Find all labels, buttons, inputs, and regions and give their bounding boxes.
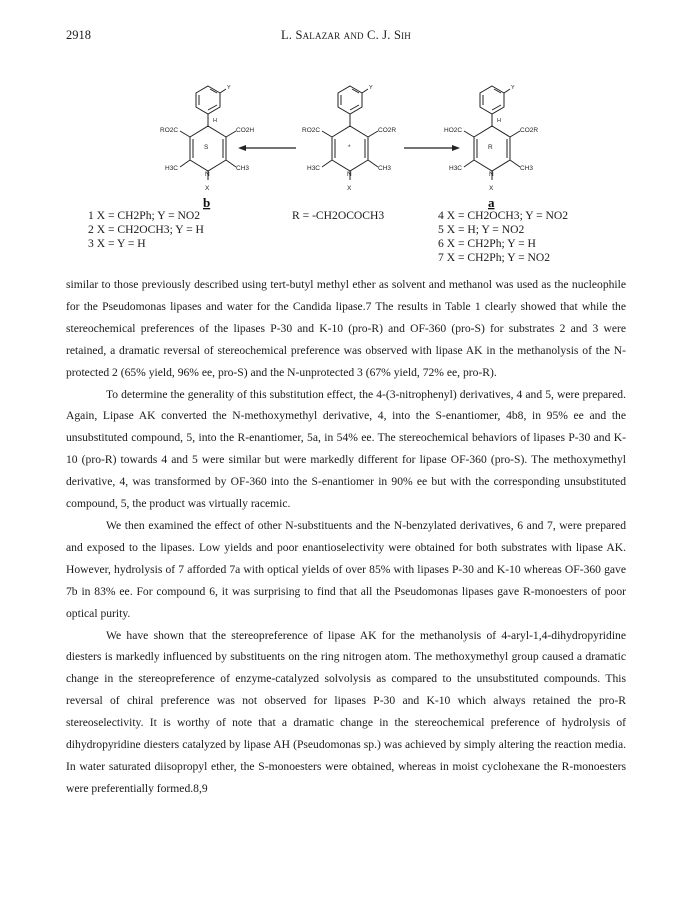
legend-entry-5: 5 X = H; Y = NO2 (438, 223, 525, 236)
paragraph-1: similar to those previously described using tert-butyl methyl ether as solvent and methanol was used as the nucleophile for the Pseudomonas lipases and water for the Candida lipase.7 The results in Table 1 clearly showed that while the stereochemical preferences of the lipases P-30 and K-10 (pro-R) and OF-360 (pro-S) for substrates 2 and 3 were retained, a dramatic reversal of stereochemical preference was observed with lipase AK in the methanolysis of the N-protected 2 (65% yield, 96% ee, pro-S) and the N-unprotected 3 (67% yield, 72% ee, pro-R). (66, 278, 626, 379)
left-methyl-right: CH3 (236, 165, 250, 172)
middle-n: N (347, 171, 352, 178)
legend-left (88, 209, 204, 251)
legend-entry-1: 1 X = CH2Ph; Y = NO2 (88, 209, 201, 222)
label-a: a (488, 195, 495, 210)
middle-structure (322, 86, 378, 180)
legend-entry-7: 7 X = CH2Ph; Y = NO2 (438, 251, 551, 264)
left-methyl-left: H3C (165, 165, 179, 172)
middle-structure-labels (302, 85, 396, 192)
legend-entry-3: 3 X = Y = H (88, 237, 146, 250)
authors: L. Salazar and C. J. Sih (280, 28, 412, 42)
legend-entry-4: 4 X = CH2OCH3; Y = NO2 (438, 209, 569, 222)
paragraph-3: We then examined the effect of other N-substituents and the N-benzylated derivatives, 6 and 7, were prepared and exposed to the lipases. Low yields and poor enantioselectivity were obtained for both substrates with lipase AK. However, hydrolysis of 7 afforded 7a with optical yields of over 85% with lipases P-30 and K-10 whereas OF-360 gave 7b in 83% ee. For compound 6, it was surprising to find that all the Pseudomonas lipases gave R-monoesters of poor optical purity. (66, 518, 626, 620)
right-structure (464, 86, 520, 180)
paragraph-2: To determine the generality of this substitution effect, the 4-(3-nitrophenyl) derivatives, 4 and 5, were prepared. Again, Lipase AK converted the N-methoxymethyl derivative, 4, into the S-enantiomer, 4b8, in 95% ee and the unsubstituted compound, 5, into the R-enantiomer, 5a, in 54% ee. The stereochemical behaviors of lipases P-30 and K-10 (pro-R) towards 4 and 5 were similar but were markedly different for lipase OF-360 (pro-S). The methoxymethyl derivative, 4, was transformed by OF-360 into the S-enantiomer in 90% ee but with the corresponding unsubstituted compound, 5, the product was virtually racemic. (66, 387, 626, 511)
right-methyl-left: H3C (449, 165, 463, 172)
right-methyl-right: CH3 (520, 165, 534, 172)
right-ester-left: HO2C (444, 127, 463, 134)
body-text (66, 274, 626, 800)
left-ester-left: RO2C (160, 127, 179, 134)
arrow-to-b-head (238, 145, 246, 151)
left-h: H (213, 118, 217, 124)
right-ester-right: CO2R (520, 127, 539, 134)
middle-x: X (347, 185, 352, 192)
right-n: N (489, 171, 494, 178)
right-y: Y (511, 85, 515, 91)
middle-y: Y (369, 85, 373, 91)
right-stereo-label: R (488, 144, 493, 151)
label-b: b (203, 195, 211, 210)
left-ester-right: CO2H (236, 127, 255, 134)
right-h: H (497, 118, 501, 124)
middle-methyl-right: CH3 (378, 165, 392, 172)
left-stereo-label: S (204, 144, 209, 151)
left-structure (180, 86, 236, 180)
arrow-to-a-head (452, 145, 460, 151)
legend-right (438, 209, 568, 265)
legend-r-definition: R = -CH2OCOCH3 (292, 209, 385, 222)
legend-entry-2: 2 X = CH2OCH3; Y = H (88, 223, 204, 236)
middle-ester-right: CO2R (378, 127, 397, 134)
left-y: Y (227, 85, 231, 91)
left-x: X (205, 185, 210, 192)
middle-ester-left: RO2C (302, 127, 321, 134)
legend-entry-6: 6 X = CH2Ph; Y = H (438, 237, 536, 250)
legend-middle (292, 209, 384, 223)
right-x: X (489, 185, 494, 192)
paragraph-4: We have shown that the stereopreference of lipase AK for the methanolysis of 4-aryl-1,4-dihydropyridine diesters is markedly influenced by substituents on the ring nitrogen atom. The methoxymethyl group caused a dramatic change in the stereopreference of enzyme-catalyzed solvolysis as compared to the unsubstituted compounds. This reversal of chiral preference was not observed for lipases P-30 and K-10 which always retained the pro-R stereoselectivity. It is worthy of note that a dramatic change in the stereochemical preference of hydrolysis of dihydropyridine diesters catalyzed by lipase AH (Pseudomonas sp.) was achieved by simply altering the reaction media. In water saturated diisopropyl ether, the S-monoesters were obtained, whereas in moist cyclohexane the R-monoesters were preferentially formed.8,9 (66, 628, 626, 795)
page-number: 2918 (66, 28, 91, 42)
left-n: N (205, 171, 210, 178)
middle-star: * (348, 144, 351, 151)
middle-methyl-left: H3C (307, 165, 321, 172)
